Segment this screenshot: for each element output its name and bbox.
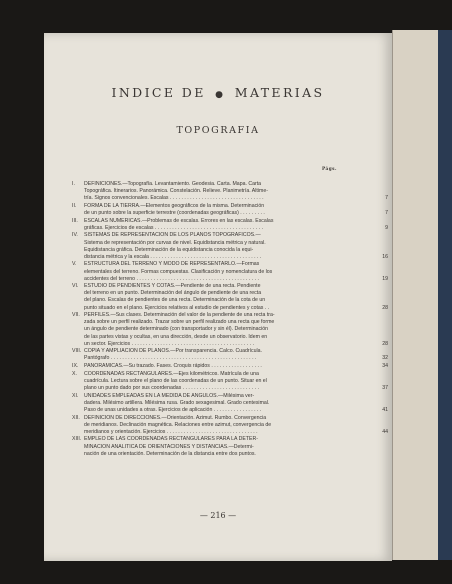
toc-entry-number: X. (72, 370, 77, 377)
toc-entry-line: gráficas. Ejercicios de escalas . . . . . . . . . . . . . . . . . . . . . . . . . . . . . . . . . . . . . . (84, 224, 264, 231)
toc-entry-number: I. (72, 181, 75, 187)
toc-entry-line: FORMA DE LA TIERRA.—Elementos geográficos de la misma. Determinación (84, 202, 265, 209)
toc-entry-page: 16 (382, 253, 388, 260)
toc-entry-line: MINACION ANALITICA DE ORIENTACIONES Y DISTANCIAS.—Determi- (84, 443, 254, 450)
toc-entry-line: tría. Signos convencionales. Escalas . . . . . . . . . . . . . . . . . . . . . . . . . . . . . . . . . (84, 195, 264, 202)
toc-entry-page: 34 (382, 363, 388, 370)
toc-entry-line: de un punto sobre la superficie terrestre (coordenadas geográficas) . . . . . . . . . (84, 209, 265, 216)
toc-entry-number: VII. (72, 312, 80, 319)
toc-entry-number: V. (72, 261, 77, 268)
toc-entry-page: 37 (382, 384, 388, 391)
toc-entry-line: COORDENADAS RECTANGULARES.—Ejes kilométricos. Matrícula de una (84, 370, 259, 377)
toc-entry-line: Paso de unas unidades a otras. Ejercicios de aplicación . . . . . . . . . . . . . . . . . (84, 406, 262, 413)
toc-entry-line: cuadrícula. Lectura sobre el plano de las coordenadas de un punto. Situar en el (84, 377, 267, 384)
toc-entry-page: 7 (385, 195, 388, 202)
toc-entry-line: de las partes vistas y ocultas, en una dirección, desde un observatorio. Idem en (84, 333, 268, 340)
toc-entry-page: 7 (385, 209, 388, 216)
toc-entry (72, 261, 388, 282)
toc-entry-number: IX. (72, 363, 79, 370)
page-number-footer: — 216 — (199, 511, 237, 520)
toc-entry-line: un ángulo de pendiente determinado (con transportador y sin él). Determinación (84, 326, 268, 333)
toc-entry (72, 392, 388, 414)
toc-entry-line: EMPLEO DE LAS COORDENADAS RECTANGULARES PARA LA DETER- (84, 436, 258, 443)
toc-entry-line: COPIA Y AMPLIACION DE PLANOS.—Por transparencia. Calco. Cuadrícula. (84, 348, 262, 355)
toc-entry-page: 32 (382, 355, 388, 362)
toc-entry (72, 436, 362, 457)
toc-entry-number: XIII. (72, 436, 82, 443)
pages-column-label: Págs. (322, 166, 337, 171)
book-cover-edge (438, 30, 452, 560)
toc-entry (72, 232, 388, 260)
toc-entry-number: XI. (72, 392, 79, 399)
toc-entry (72, 312, 388, 347)
toc-entry-line: PERFILES.—Sus clases. Determinación del valor de la pendiente de una recta tra- (84, 312, 275, 319)
toc-entry (72, 414, 388, 436)
toc-entry-page: 28 (382, 304, 388, 311)
toc-entry (72, 363, 388, 370)
toc-entry-line: Equidistancia gráfica. Determinación de la equidistancia conocida la equi- (84, 246, 254, 253)
toc-entry-line: un sector. Ejercicios . . . . . . . . . . . . . . . . . . . . . . . . . . . . . . . . . . . . . . . . . . . (84, 340, 255, 347)
toc-entry-line: elementales del terreno. Formas compuestas. Clasificación y nomenclatura de los (84, 268, 273, 275)
title-separator: ● (215, 90, 226, 100)
toc-entry-number: III. (72, 217, 78, 224)
toc-entry-line: UNIDADES EMPLEADAS EN LA MEDIDA DE ANGULOS.—Milésima ver- (84, 392, 255, 399)
toc-entry-line: del terreno en un punto. Determinación del ángulo de pendiente de una recta (84, 290, 262, 297)
title-right: MATERIAS (234, 85, 325, 100)
toc-entry-line: ESTUDIO DE PENDIENTES Y COTAS.—Pendiente de una recta. Pendiente (84, 283, 261, 290)
toc-entry-line: zada sobre un perfil realizado. Trazar sobre un perfil realizado una recta que forme (84, 319, 275, 326)
toc-entry-page: 9 (385, 224, 388, 231)
page-title (44, 85, 392, 100)
toc-entry (72, 202, 388, 217)
toc-entry-line: PANORAMICAS.—Su trazado. Fases. Croquis rápidos . . . . . . . . . . . . . . . . . . (84, 363, 262, 370)
toc-entry-line: ESCALAS NUMERICAS.—Problemas de escalas. Errores en las escalas. Escalas (84, 217, 274, 224)
toc-entry-page: 41 (382, 406, 388, 413)
toc-entry (72, 348, 388, 362)
toc-entry-line: DEFINICIONES.—Topografía. Levantamiento. Geodesia. Carta. Mapa. Carta (84, 181, 262, 187)
toc-entry-number: II. (72, 202, 77, 209)
toc-entry-page: 28 (382, 340, 388, 347)
toc-entry-line: accidentes del terreno . . . . . . . . . . . . . . . . . . . . . . . . . . . . . . . . . . . . . . . . . . . (84, 275, 259, 282)
toc-entry-line: DEFINICION DE DIRECCIONES.—Orientación. Azimut. Rumbo. Convergencia (84, 414, 267, 421)
toc-entry-line: nación de una orientación. Determinación de la distancia entre dos puntos. (84, 450, 256, 457)
title-left: INDICE DE (111, 85, 206, 100)
toc-entry (72, 217, 388, 232)
toc-entry-line: plano un punto dado por sus coordenadas . . . . . . . . . . . . . . . . . . . . . . . . . . . (84, 384, 260, 391)
toc-entry (72, 283, 388, 311)
toc-entry-page: 44 (382, 428, 388, 435)
table-of-contents (72, 181, 388, 458)
toc-entry (72, 181, 388, 202)
toc-entry-line: del plano. Escalas de pendientes de una recta. Determinación de la cota de un (84, 297, 266, 304)
toc-entry-page: 19 (382, 275, 388, 282)
toc-entry-line: distancia métrica y la escala . . . . . . . . . . . . . . . . . . . . . . . . . . . . . . . . . . . . . . . (84, 253, 262, 260)
toc-entry-line: SISTEMAS DE REPRESENTACION DE LOS PLANOS TOPOGRAFICOS.— (84, 232, 261, 239)
toc-entry-number: VIII. (72, 348, 82, 355)
toc-entry-line: meridianos y orientación. Ejercicios . . . . . . . . . . . . . . . . . . . . . . . . . . . . . . . . (84, 428, 258, 435)
toc-entry-line: de meridianos. Declinación magnética. Relaciones entre azimut, convergencia de (84, 421, 272, 428)
toc-entry-number: IV. (72, 232, 78, 239)
toc-entry-line: Topográfica. Itinerarios. Panorámica. Constelación. Relieve. Planimetría. Altime- (84, 188, 268, 195)
toc-entry-number: XII. (72, 414, 80, 421)
toc-entry-line: ESTRUCTURA DEL TERRENO Y MODO DE REPRESENTARLO.—Formas (84, 261, 260, 268)
toc-entry-line: punto situado en el plano. Ejercicios relativos al estudio de pendientes y cotas . . (84, 304, 270, 311)
book-page (44, 33, 392, 561)
section-title: TOPOGRAFIA (176, 125, 260, 136)
toc-entry-line: Sistema de representación por curvas de nivel. Equidistancia métrica y natural. (84, 239, 266, 246)
toc-entry-line: Pantógrafo . . . . . . . . . . . . . . . . . . . . . . . . . . . . . . . . . . . . . . . . . . . . . . . . . . . (84, 355, 257, 362)
toc-entry-line: dadera. Milésimo artillera. Milésima rusa. Grado sexagesimal. Grado centesimal. (84, 399, 270, 406)
toc-entry-number: VI. (72, 283, 79, 290)
toc-entry (72, 370, 388, 392)
